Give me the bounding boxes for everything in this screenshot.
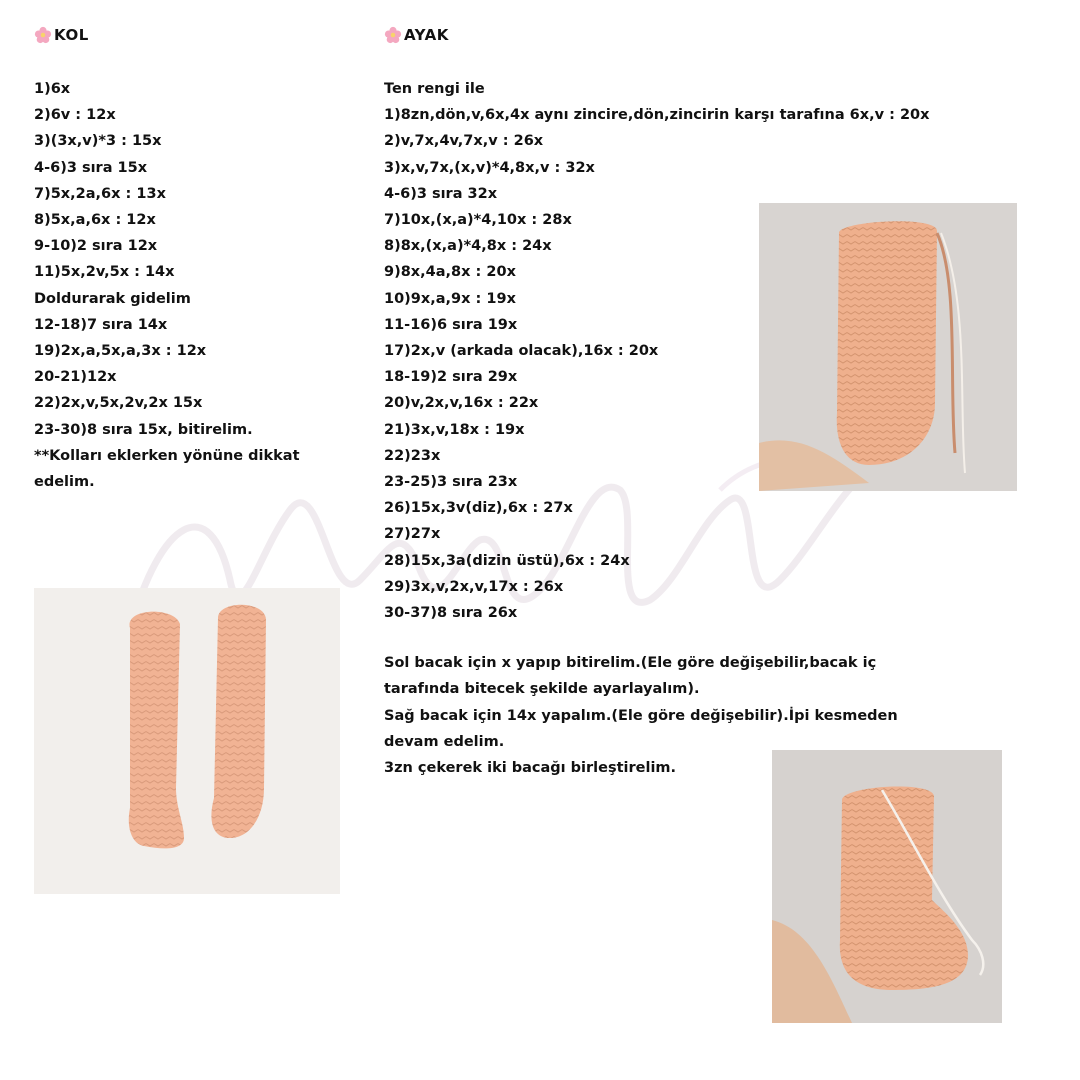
ayak-pattern-row: 4-6)3 sıra 32x: [384, 185, 498, 202]
kol-pattern-row: **Kolları eklerken yönüne dikkat: [34, 447, 300, 464]
ayak-note-line: 3zn çekerek iki bacağı birleştirelim.: [384, 760, 677, 777]
kol-pattern-row: 7)5x,2a,6x : 13x: [34, 185, 166, 202]
ayak-note-line: tarafında bitecek şekilde ayarlayalım).: [384, 681, 700, 698]
leg-photo-1: [759, 203, 1017, 491]
pink-flower-icon: [34, 26, 52, 44]
ayak-pattern-row: 28)15x,3a(dizin üstü),6x : 24x: [384, 552, 630, 569]
ayak-pattern-row: 17)2x,v (arkada olacak),16x : 20x: [384, 343, 659, 360]
ayak-pattern-row: 10)9x,a,9x : 19x: [384, 290, 516, 307]
kol-pattern-row: 1)6x: [34, 81, 71, 97]
kol-pattern-row: 3)(3x,v)*3 : 15x: [34, 133, 162, 150]
ayak-note-line: Sol bacak için x yapıp bitirelim.(Ele göre değişebilir,bacak iç: [384, 655, 877, 672]
kol-pattern-row: 2)6v : 12x: [34, 107, 116, 124]
arms-photo: [34, 588, 340, 894]
ayak-pattern-row: 27)27x: [384, 526, 441, 543]
kol-pattern-row: 12-18)7 sıra 14x: [34, 316, 168, 333]
ayak-pattern-row: 18-19)2 sıra 29x: [384, 369, 518, 386]
ayak-heading: [384, 24, 1074, 46]
ayak-pattern-row: 2)v,7x,4v,7x,v : 26x: [384, 133, 544, 150]
ayak-pattern-row: 21)3x,v,18x : 19x: [384, 421, 525, 438]
ayak-pattern-row: 7)10x,(x,a)*4,10x : 28x: [384, 212, 572, 229]
ayak-pattern-row: Ten rengi ile: [384, 81, 485, 97]
ayak-pattern-row: 20)v,2x,v,16x : 22x: [384, 395, 539, 412]
ayak-pattern-row: 30-37)8 sıra 26x: [384, 605, 518, 622]
ayak-pattern-row: 3)x,v,7x,(x,v)*4,8x,v : 32x: [384, 159, 595, 176]
kol-pattern-row: 23-30)8 sıra 15x, bitirelim.: [34, 421, 253, 438]
kol-section: [34, 24, 374, 495]
kol-pattern-row: 22)2x,v,5x,2v,2x 15x: [34, 395, 203, 412]
kol-pattern-row: 4-6)3 sıra 15x: [34, 159, 148, 176]
ayak-pattern-row: 23-25)3 sıra 23x: [384, 474, 518, 491]
ayak-pattern-row: 9)8x,4a,8x : 20x: [384, 264, 516, 281]
kol-pattern-row: edelim.: [34, 474, 95, 491]
kol-pattern-row: 11)5x,2v,5x : 14x: [34, 264, 175, 281]
ayak-pattern-row: 1)8zn,dön,v,6x,4x aynı zincire,dön,zincirin karşı tarafına 6x,v : 20x: [384, 107, 930, 124]
ayak-title: AYAK: [404, 26, 449, 44]
ayak-pattern-row: 11-16)6 sıra 19x: [384, 316, 518, 333]
kol-pattern-lines: [34, 76, 374, 495]
kol-title: KOL: [54, 26, 89, 44]
pink-flower-icon: [384, 26, 402, 44]
kol-heading: [34, 24, 374, 46]
ayak-pattern-row: 26)15x,3v(diz),6x : 27x: [384, 500, 573, 517]
ayak-pattern-row: 29)3x,v,2x,v,17x : 26x: [384, 578, 564, 595]
kol-pattern-row: 19)2x,a,5x,a,3x : 12x: [34, 343, 207, 360]
kol-pattern-row: 9-10)2 sıra 12x: [34, 238, 158, 255]
kol-pattern-row: 8)5x,a,6x : 12x: [34, 212, 156, 229]
ayak-note-line: devam edelim.: [384, 733, 505, 750]
leg-photo-2: [772, 750, 1002, 1023]
ayak-pattern-row: 8)8x,(x,a)*4,8x : 24x: [384, 238, 552, 255]
ayak-pattern-row: 22)23x: [384, 447, 441, 464]
kol-pattern-row: Doldurarak gidelim: [34, 290, 191, 307]
kol-pattern-row: 20-21)12x: [34, 369, 117, 386]
ayak-note-line: Sağ bacak için 14x yapalım.(Ele göre değişebilir).İpi kesmeden: [384, 707, 898, 724]
